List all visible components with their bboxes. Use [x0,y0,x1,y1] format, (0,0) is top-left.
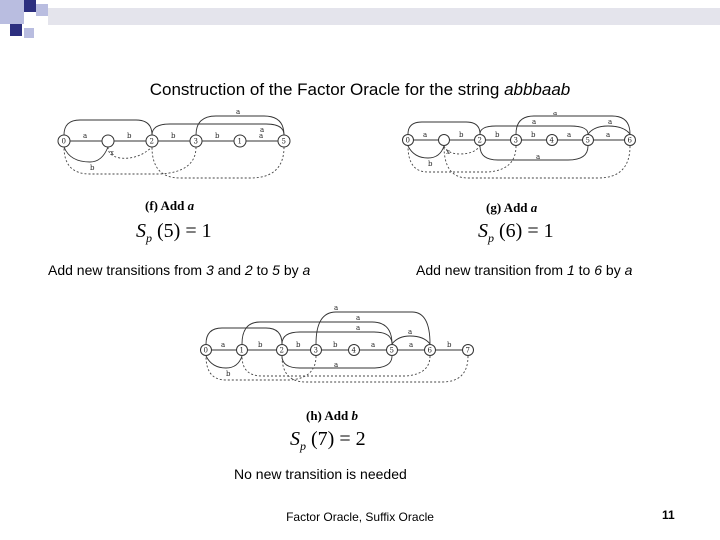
slide-footer: Factor Oracle, Suffix Oracle [286,510,434,524]
figure-g-label-symbol: a [530,200,538,215]
svg-text:b: b [428,160,433,168]
title-word: abbbaab [504,80,571,99]
svg-text:a: a [408,328,413,336]
figure-h-label-symbol: b [351,408,359,423]
corner-square-5 [24,28,34,38]
formula-f-arg: (5) [157,220,181,242]
caption-f-part: by [279,262,303,278]
svg-text:2: 2 [149,137,154,146]
caption-f-part: Add new transitions from [48,262,206,278]
svg-text:1: 1 [239,346,244,355]
svg-text:a: a [334,361,339,369]
svg-text:2: 2 [477,136,482,145]
svg-text:b: b [333,341,338,349]
svg-text:b: b [459,131,464,139]
svg-text:5: 5 [281,137,286,146]
caption-g-num: 1 [566,262,575,278]
figure-f-label [145,198,194,214]
diagram-f [50,110,300,182]
caption-f-symbol: a [302,262,311,278]
svg-text:x: x [446,148,450,156]
svg-text:b: b [171,132,176,140]
svg-text:a: a [334,306,339,312]
svg-text:3: 3 [313,346,318,355]
svg-text:x: x [110,149,114,157]
svg-text:3: 3 [513,136,518,145]
figure-h-label [306,408,358,424]
svg-text:b: b [447,341,452,349]
formula-g [478,220,554,243]
svg-text:a: a [83,132,88,140]
svg-text:6: 6 [427,346,432,355]
formula-h [290,428,366,451]
svg-text:a: a [567,131,572,139]
svg-text:5: 5 [389,346,394,355]
svg-text:b: b [127,132,132,140]
figure-h-label-text: (h) Add [306,408,352,423]
figure-f-label-symbol: a [187,198,195,213]
formula-h-arg: (7) [311,428,335,450]
caption-f-num: 5 [272,262,280,278]
formula-h-lhs: S [290,428,300,450]
caption-g [416,262,632,278]
svg-text:b: b [531,131,536,139]
svg-text:0: 0 [405,136,410,145]
svg-text:a: a [553,112,558,117]
formula-g-sub: p [488,231,494,245]
svg-text:3: 3 [193,137,198,146]
caption-g-part: Add new transition from [416,262,567,278]
page-number: 11 [662,508,675,522]
caption-f [48,262,310,278]
svg-text:7: 7 [465,346,470,355]
formula-g-lhs: S [478,220,488,242]
corner-square-2 [24,0,36,12]
header-band [48,8,720,25]
formula-f-lhs: S [136,220,146,242]
caption-f-part: to [252,262,273,278]
svg-text:b: b [296,341,301,349]
svg-text:a: a [606,131,611,139]
svg-text:4: 4 [351,346,356,355]
caption-f-part: and [213,262,245,278]
svg-text:a: a [356,324,361,332]
svg-text:b: b [226,370,231,378]
svg-text:0: 0 [203,346,208,355]
figure-g-label [486,200,537,216]
title-prefix: Construction of the Factor Oracle for the string [149,80,505,99]
svg-text:6: 6 [627,136,632,145]
slide-title [0,80,720,100]
svg-text:5: 5 [585,136,590,145]
svg-text:a: a [221,341,226,349]
svg-text:b: b [90,164,95,172]
svg-text:b: b [215,132,220,140]
caption-f-num: 3 [205,262,214,278]
diagram-g [398,112,646,182]
formula-g-rhs: = 1 [527,220,554,242]
svg-text:b: b [495,131,500,139]
svg-text:a: a [532,118,537,126]
svg-text:2: 2 [279,346,284,355]
formula-h-rhs: = 2 [339,428,366,450]
caption-g-part: to [574,262,595,278]
svg-text:1: 1 [237,137,242,146]
svg-text:b: b [258,341,263,349]
corner-square-3 [36,4,48,16]
caption-g-part: by [602,262,625,278]
formula-g-arg: (6) [499,220,523,242]
diagram-h [196,306,478,384]
caption-g-symbol: a [624,262,633,278]
corner-square-1 [0,0,24,24]
caption-h: No new transition is needed [234,466,407,482]
corner-square-4 [10,24,22,36]
svg-text:0: 0 [61,137,66,146]
svg-text:a: a [236,110,241,116]
caption-f-num: 2 [244,262,253,278]
svg-text:4: 4 [549,136,554,145]
figure-f-label-text: (f) Add [145,198,188,213]
svg-text:a: a [371,341,376,349]
svg-text:a: a [608,118,613,126]
svg-text:a: a [409,341,414,349]
svg-text:a: a [356,314,361,322]
svg-text:a: a [423,131,428,139]
formula-f [136,220,212,243]
caption-g-num: 6 [594,262,603,278]
figure-g-label-text: (g) Add [486,200,531,215]
formula-f-sub: p [146,231,152,245]
formula-f-rhs: = 1 [185,220,212,242]
svg-text:a: a [260,126,265,134]
svg-text:a: a [259,132,264,140]
svg-text:a: a [536,153,541,161]
formula-h-sub: p [300,439,306,453]
